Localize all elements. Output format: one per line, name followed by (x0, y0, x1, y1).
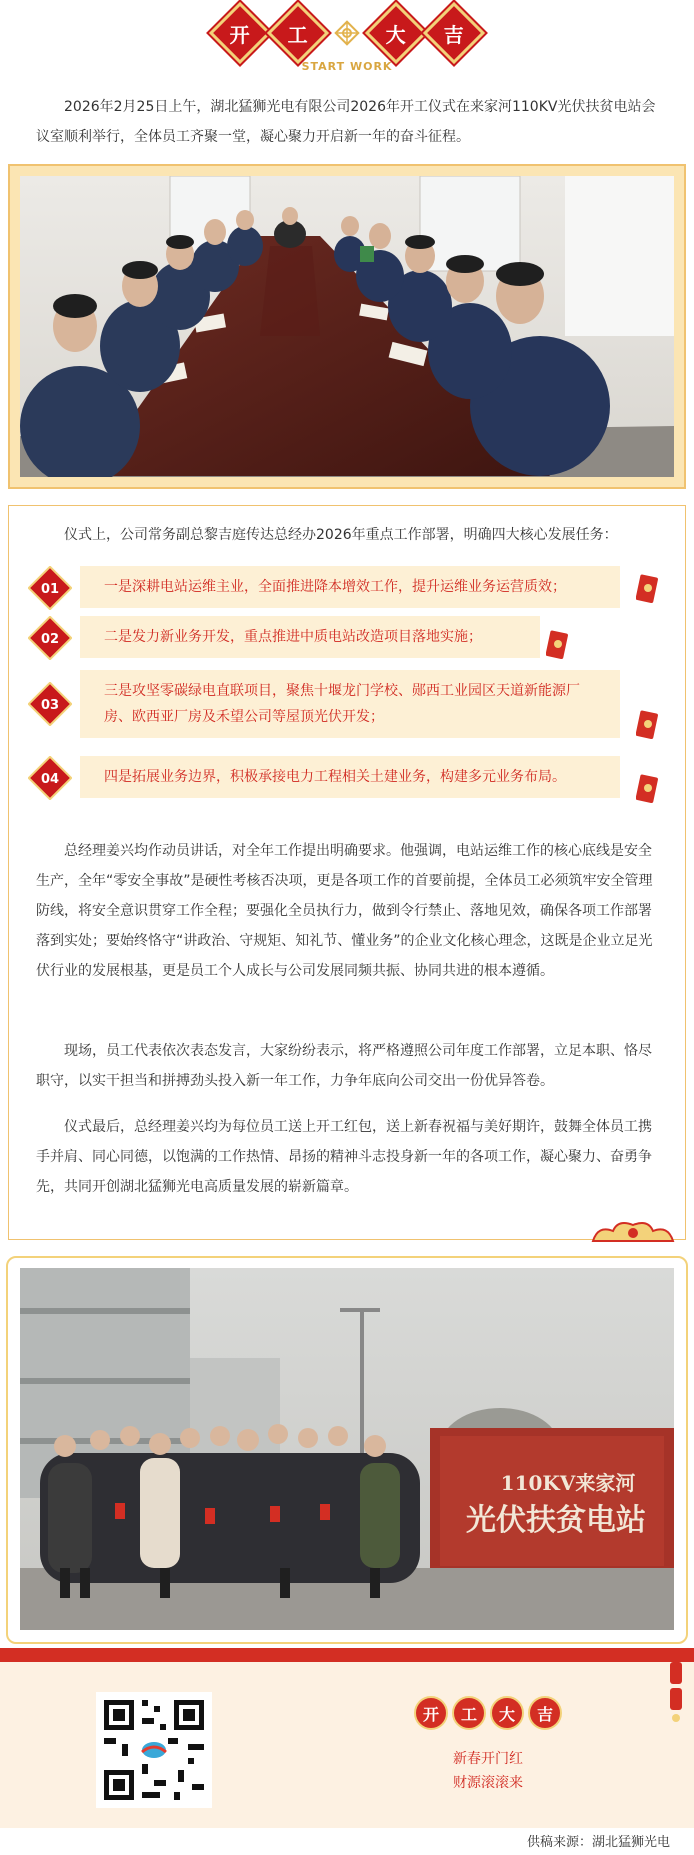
footer-badge: 工 (452, 1696, 486, 1730)
sign-line-1: 110KV来家河 (500, 1471, 636, 1495)
badge-kai: 开 (209, 2, 271, 64)
footer-badges (408, 1696, 568, 1736)
task-number: 02 (40, 632, 60, 647)
badge-da: 大 (365, 2, 427, 64)
number-diamond-icon (28, 756, 72, 800)
chinese-knot-icon (334, 20, 360, 46)
footer-badge: 开 (414, 1696, 448, 1730)
task-number: 03 (40, 698, 60, 713)
task-item-1 (20, 566, 660, 610)
header-banner (0, 0, 694, 80)
group-photo (20, 1268, 674, 1630)
speech-paragraph: 总经理姜兴均作动员讲话，对全年工作提出明确要求。他强调，电站运维工作的核心底线是安全生产，全年“零安全事故”是硬性考核否决项，更是各项工作的首要前提，全体员工必须筑牢安全管理防线，将安全意识贯穿工作全程；要强化全员执行力，做到令行禁止、落地见效，确保各项工作部署落到实处；要始终恪守“讲政治、守规矩、知礼节、懂业务”的企业文化核心理念，这既是企业立足光伏行业的发展根基，更是员工个人成长与公司发展同频共振、协同共进的根本遵循。 (36, 843, 653, 979)
task-number: 04 (40, 772, 60, 787)
badge-gong: 工 (267, 2, 329, 64)
closing-paragraph: 仪式最后，总经理姜兴均为每位员工送上开工红包，送上新春祝福与美好期许，鼓舞全体员工携手并肩、同心同德，以饱满的工作热情、昂扬的精神斗志投身新一年的各项工作，凝心聚力、奋勇争先，共同开创湖北猛狮光电高质量发展的崭新篇章。 (36, 1119, 652, 1195)
footer-greeting-2: 财源滚滚来 (453, 1775, 523, 1791)
tasks-lead-paragraph: 仪式上，公司常务副总黎吉庭传达总经办2026年重点工作部署，明确四大核心发展任务： (64, 527, 618, 543)
footer-badge: 大 (490, 1696, 524, 1730)
intro-paragraph: 2026年2月25日上午，湖北猛狮光电有限公司2026年开工仪式在来家河110KV光伏扶贫电站会议室顺利举行，全体员工齐聚一堂，凝心聚力开启新一年的奋斗征程。 (36, 99, 656, 145)
meeting-photo (20, 176, 674, 477)
task-text: 四是拓展业务边界，积极承接电力工程相关土建业务，构建多元业务布局。 (80, 756, 620, 798)
source-credit: 供稿来源：湖北猛狮光电 (526, 1835, 670, 1850)
red-envelope-icon (636, 570, 660, 604)
sign-line-2: 光伏扶贫电站 (466, 1503, 646, 1538)
task-text: 二是发力新业务开发，重点推进中质电站改造项目落地实施； (80, 616, 540, 658)
number-diamond-icon (28, 616, 72, 660)
task-number: 01 (40, 582, 60, 597)
footer-top-bar (0, 1648, 694, 1662)
footer-badge: 吉 (528, 1696, 562, 1730)
task-item-2 (20, 616, 660, 660)
task-item-3 (20, 670, 660, 740)
footer-greeting-1: 新春开门红 (453, 1751, 523, 1767)
task-text: 一是深耕电站运维主业，全面推进降本增效工作，提升运维业务运营质效； (80, 566, 620, 608)
badge-ji: 吉 (423, 2, 485, 64)
header-subtitle: START WORK (301, 60, 393, 73)
number-diamond-icon (28, 566, 72, 610)
firecracker-icon (666, 1648, 686, 1728)
meeting-photo-frame (8, 164, 686, 489)
task-text: 三是攻坚零碳绿电直联项目，聚焦十堰龙门学校、郧西工业园区天道新能源厂房、欧西亚厂房及禾望公司等屋顶光伏开发； (80, 670, 620, 738)
task-item-4 (20, 756, 660, 800)
footer-banner (0, 1648, 694, 1828)
header-badges (0, 10, 694, 56)
red-envelope-icon (636, 706, 660, 740)
number-diamond-icon (28, 682, 72, 726)
qr-code-icon[interactable] (96, 1692, 212, 1808)
red-envelope-icon (546, 626, 570, 660)
auspicious-cloud-icon (588, 1215, 678, 1245)
red-envelope-icon (636, 770, 660, 804)
representatives-paragraph: 现场，员工代表依次表态发言，大家纷纷表示，将严格遵照公司年度工作部署，立足本职、恪尽职守，以实干担当和拼搏劲头投入新一年工作，力争年底向公司交出一份优异答卷。 (36, 1043, 652, 1089)
